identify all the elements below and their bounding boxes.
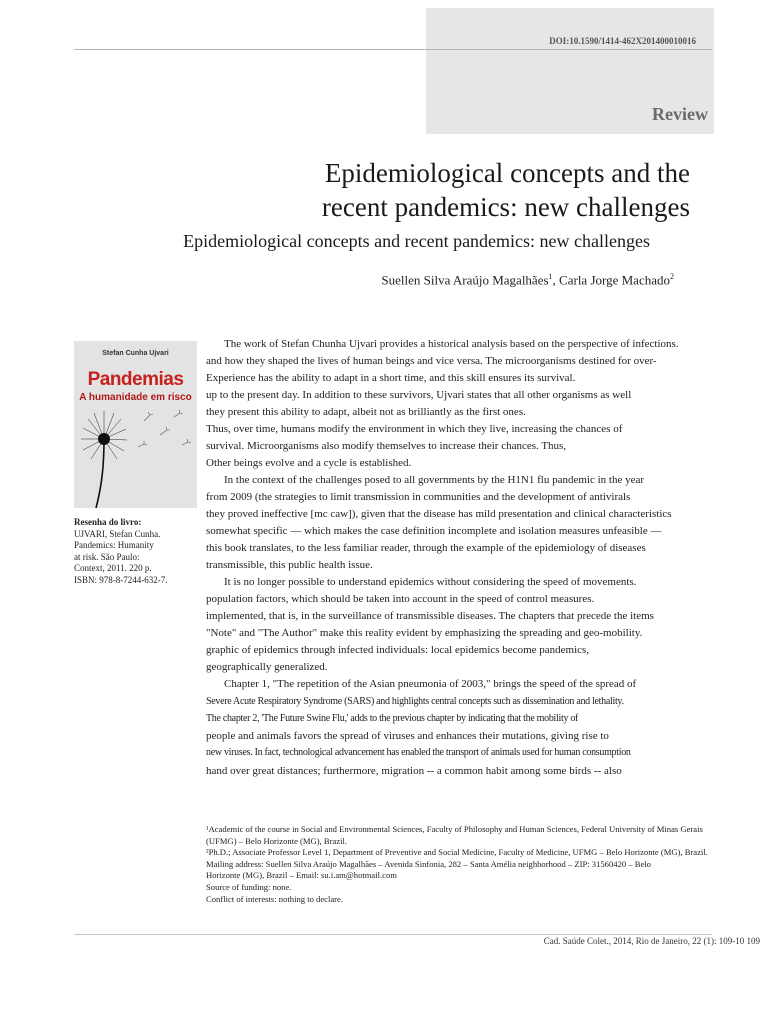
author-1-ref: 1 xyxy=(548,272,553,281)
caption-line: ISBN: 978-8-7244-632-7. xyxy=(74,574,168,585)
body-line: hand over great distances; furthermore, migration -- a common habit among some birds -- also xyxy=(206,765,622,777)
body-line: Severe Acute Respiratory Syndrome (SARS) and highlights central concepts such as dissemination and lethality. xyxy=(206,696,624,707)
body-line: The work of Stefan Chunha Ujvari provides a historical analysis based on the perspective of infections. xyxy=(224,338,679,350)
footnote-line: ¹Academic of the course in Social and Environmental Sciences, Faculty of Philosophy and Human Sciences, Federal University of Minas Gerais xyxy=(206,824,703,834)
body-line: graphic of epidemics through infected individuals: local epidemics become pandemics, xyxy=(206,644,590,656)
section-label: Review xyxy=(652,104,708,124)
cover-author: Stefan Cunha Ujvari xyxy=(102,350,169,357)
top-divider xyxy=(74,49,712,50)
author-1: Suellen Silva Araújo Magalhães xyxy=(381,272,549,288)
journal-citation: Cad. Saúde Colet., 2014, Rio de Janeiro, 22 (1): 109-10 109 xyxy=(543,936,760,946)
article-title xyxy=(130,156,690,224)
title-line-1: Epidemiological concepts and the xyxy=(324,158,690,188)
author-2: Carla Jorge Machado xyxy=(559,272,670,288)
body-line: this book translates, to the less familiar reader, through the example of the epidemiology of diseases xyxy=(206,542,646,554)
body-line: new viruses. In fact, technological advancement has enabled the transport of animals used for human consumption xyxy=(206,747,631,758)
book-caption xyxy=(74,517,194,587)
body-line: transmissible, this public health issue. xyxy=(206,559,373,571)
footnote-line: Source of funding: none. xyxy=(206,881,292,892)
caption-line: at risk. São Paulo: xyxy=(74,551,140,562)
book-cover xyxy=(74,341,197,508)
body-line: implemented, that is, in the surveillance of transmissible diseases. The chapters that precede the items xyxy=(206,610,654,622)
cover-subtitle: A humanidade em risco xyxy=(79,392,192,403)
body-line: Thus, over time, humans modify the environment in which they live, increasing the chances of xyxy=(206,423,623,435)
body-line: up to the present day. In addition to these survivors, Ujvari states that all other organisms as well xyxy=(206,389,632,401)
cover-title: Pandemias xyxy=(87,369,184,390)
body-line: and how they shaped the lives of human beings and vice versa. The microorganisms destined for over- xyxy=(206,355,657,367)
footnotes xyxy=(206,824,766,905)
author-2-ref: 2 xyxy=(670,272,674,281)
dandelion-icon xyxy=(74,405,197,508)
article-subtitle: Epidemiological concepts and recent pandemics: new challenges xyxy=(183,231,650,251)
body-line: from 2009 (the strategies to limit transmission in communities and the development of antivirals xyxy=(206,491,631,503)
footnote-line: (UFMG) – Belo Horizonte (MG), Brazil. xyxy=(206,835,348,846)
body-line: It is no longer possible to understand epidemics without considering the speed of movements. xyxy=(224,576,637,588)
body-line: Other beings evolve and a cycle is established. xyxy=(206,457,412,469)
body-line: somewhat specific — which makes the case definition incomplete and isolation measures unfeasible — xyxy=(206,525,662,537)
body-line: they present this ability to adapt, albeit not as brilliantly as the first ones. xyxy=(206,406,526,418)
author-list xyxy=(381,272,674,288)
body-line: The chapter 2, 'The Future Swine Flu,' adds to the previous chapter by indicating that the mobility of xyxy=(206,713,579,724)
body-line: population factors, which should be taken into account in the speed of control measures. xyxy=(206,593,595,605)
caption-line: Context, 2011. 220 p. xyxy=(74,563,152,574)
body-line: "Note" and "The Author" make this reality evident by emphasizing the spreading and geo-mobility. xyxy=(206,627,643,639)
caption-title: Resenha do livro: xyxy=(74,517,142,527)
caption-line: UJVARI, Stefan Cunha. xyxy=(74,528,161,539)
footnote-line: Mailing address: Suellen Silva Araújo Magalhães – Avenida Sinfonia, 282 – Santa Amélia neighborhood – ZIP: 31560420 – Belo xyxy=(206,858,651,869)
body-line: Experience has the ability to adapt in a short time, and this skill ensures its survival. xyxy=(206,372,576,384)
footnote-line: ²Ph.D.; Associate Professor Level 1, Department of Preventive and Social Medicine, Faculty of Medicine, UFMG – Belo Horizonte (MG), Brazil. xyxy=(206,847,708,858)
author-separator: , xyxy=(552,272,560,288)
footnote-line: Horizonte (MG), Brazil – Email: su.i.am@hotmail.com xyxy=(206,870,397,881)
title-line-2: recent pandemics: new challenges xyxy=(321,192,690,222)
body-line: they proved ineffective [mc caw]), given that the disease has mild presentation and clinical characteristics xyxy=(206,508,672,520)
body-line: In the context of the challenges posed to all governments by the H1N1 flu pandemic in the year xyxy=(224,474,645,486)
body-line: Chapter 1, "The repetition of the Asian pneumonia of 2003," brings the speed of the spread of xyxy=(224,678,637,690)
footnote-line: Conflict of interests: nothing to declare. xyxy=(206,893,343,904)
body-line: survival. Microorganisms also modify themselves to increase their chances. Thus, xyxy=(206,440,567,452)
doi-label[interactable]: DOI:10.1590/1414-462X201400010016 xyxy=(549,36,696,46)
body-line: geographically generalized. xyxy=(206,661,328,673)
bottom-divider xyxy=(74,934,712,935)
caption-line: Pandemics: Humanity xyxy=(74,540,154,551)
body-line: people and animals favors the spread of viruses and enhances their mutations, giving rise to xyxy=(206,730,609,742)
